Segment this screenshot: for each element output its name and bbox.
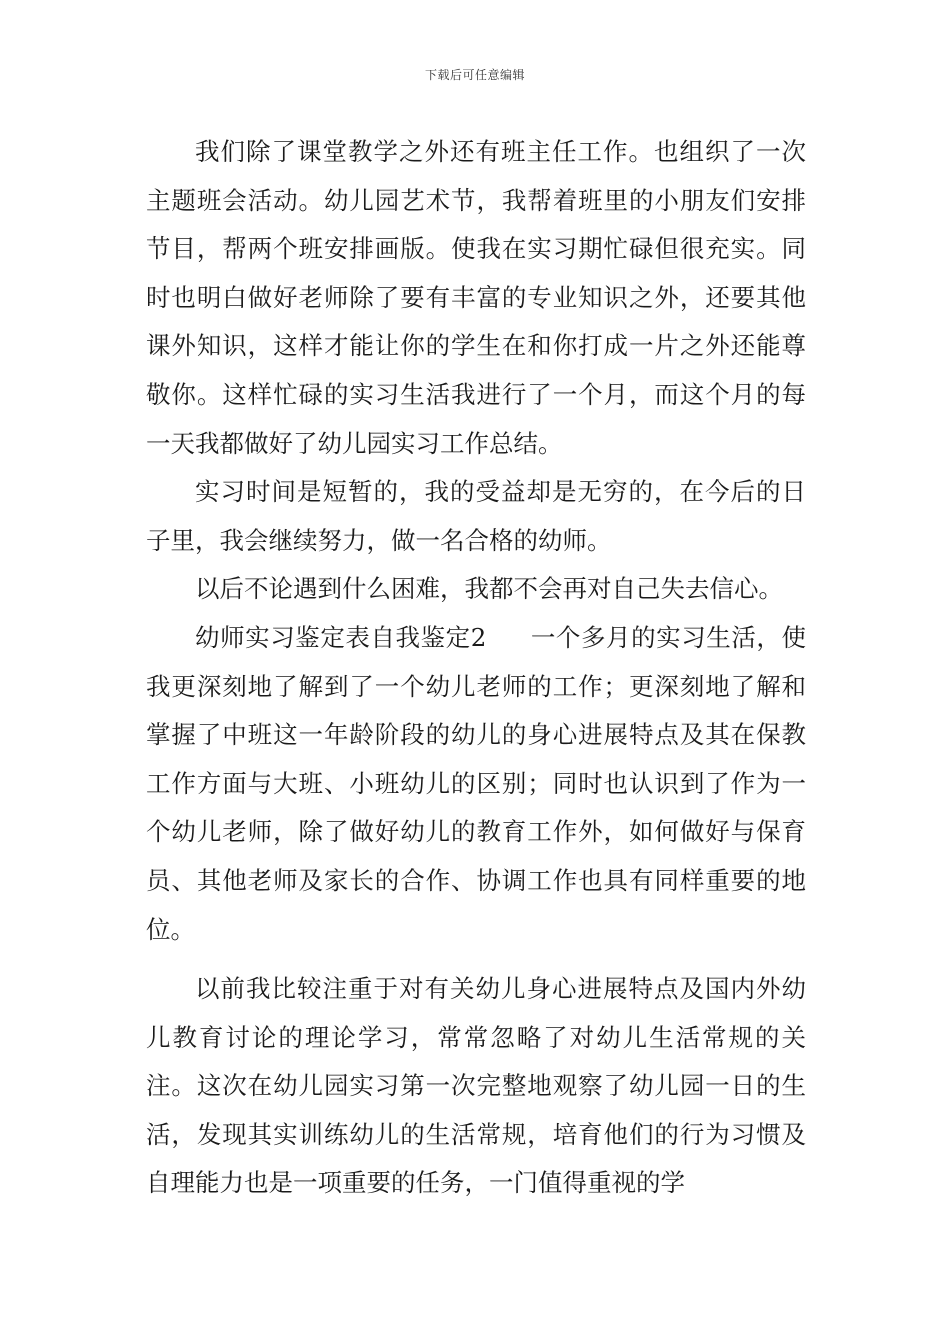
paragraph-text: 一个多月的实习生活，使我更深刻地了解到了一个幼儿老师的工作；更深刻地了解和掌握了中班这一年龄阶段的幼儿的身心进展特点及其在保教工作方面与大班、小班幼儿的区别；同时也认识到了作为一个幼儿老师，除了做好幼儿的教育工作外，如何做好与保育员、其他老师及家长的合作、协调工作也具有同样重要的地位。 — [146, 622, 806, 944]
paragraph: 以前我比较注重于对有关幼儿身心进展特点及国内外幼儿教育讨论的理论学习，常常忽略了对幼儿生活常规的关注。这次在幼儿园实习第一次完整地观察了幼儿园一日的生活，发现其实训练幼儿的生活常规，培育他们的行为习惯及自理能力也是一项重要的任务，一门值得重视的学 — [146, 974, 806, 1198]
paragraph: 实习时间是短暂的，我的受益却是无穷的，在今后的日子里，我会继续努力，做一名合格的幼师。 — [146, 477, 806, 555]
paragraph-spacer — [146, 954, 806, 965]
section-title: 幼师实习鉴定表自我鉴定2 — [195, 622, 487, 652]
document-body — [146, 128, 806, 1208]
paragraph: 以后不论遇到什么困难，我都不会再对自己失去信心。 — [195, 574, 783, 604]
paragraph: 我们除了课堂教学之外还有班主任工作。也组织了一次主题班会活动。幼儿园艺术节，我帮着班里的小朋友们安排节目，帮两个班安排画版。使我在实习期忙碌但很充实。同时也明白做好老师除了要有丰富的专业知识之外，还要其他课外知识，这样才能让你的学生在和你打成一片之外还能尊敬你。这样忙碌的实习生活我进行了一个月，而这个月的每一天我都做好了幼儿园实习工作总结。 — [146, 137, 806, 458]
page-header: 下载后可任意编辑 — [424, 68, 525, 82]
paragraph-with-section-title — [146, 614, 806, 954]
